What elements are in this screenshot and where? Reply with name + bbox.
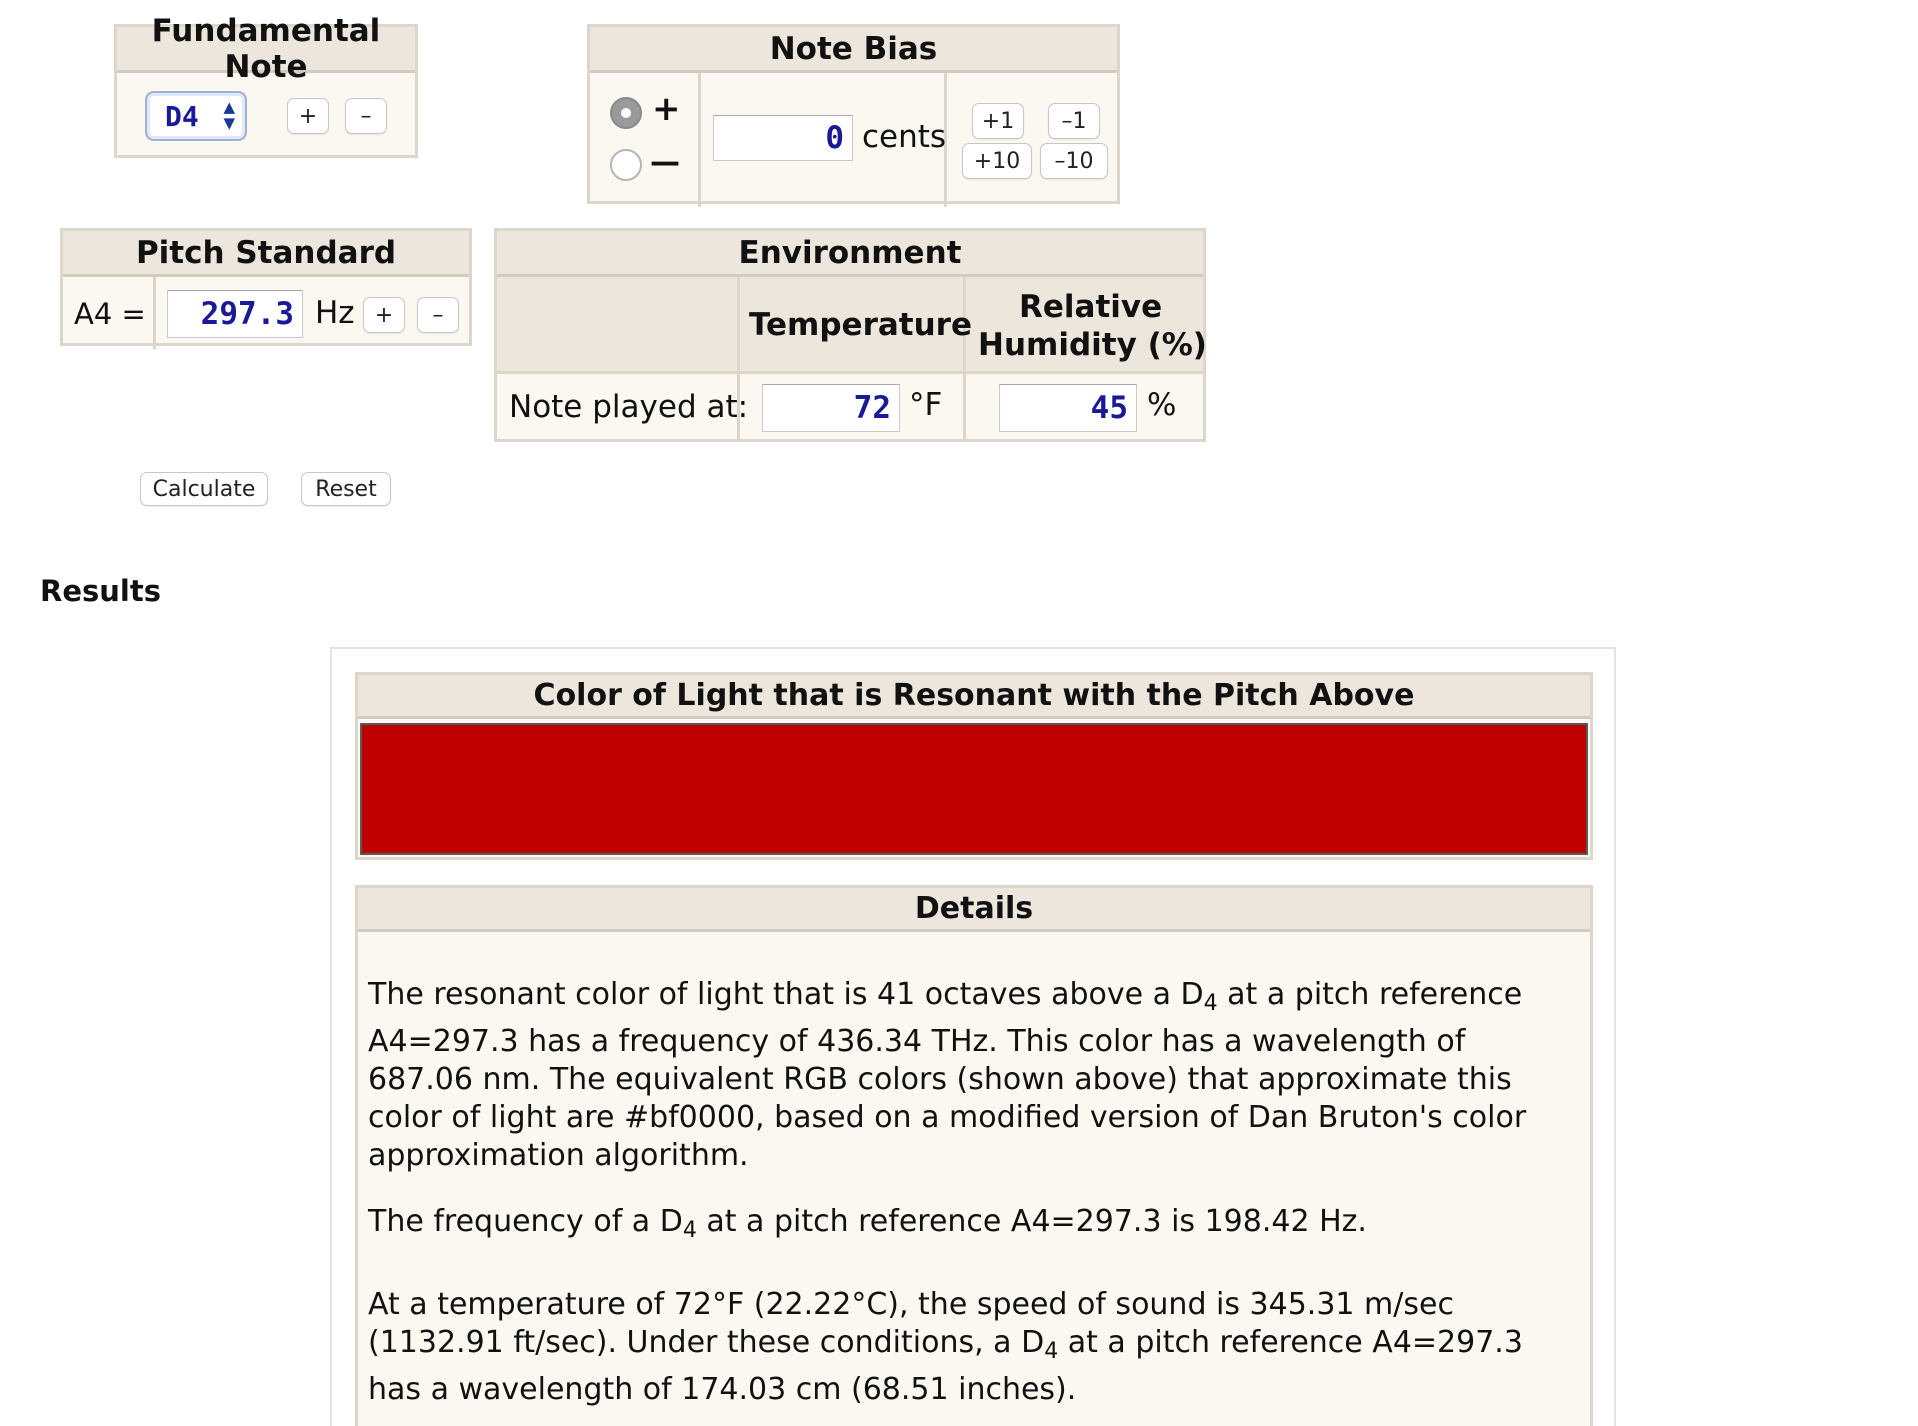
fundamental-note-panel: [114, 12, 418, 158]
bias-minus10-button[interactable]: –10: [1040, 143, 1108, 179]
results-heading: Results: [40, 574, 161, 608]
calculate-button[interactable]: Calculate: [140, 472, 268, 506]
note-played-label: Note played at:: [509, 389, 749, 425]
pitch-label: A4 =: [74, 297, 146, 331]
temperature-input[interactable]: 72: [762, 384, 900, 432]
details-text: [368, 976, 1568, 1409]
pitch-decrement-button[interactable]: –: [417, 297, 459, 333]
pitch-increment-button[interactable]: +: [363, 297, 405, 333]
environment-panel: [494, 228, 1206, 442]
humidity-header-line2: Humidity (%): [978, 327, 1207, 363]
details-panel: [355, 885, 1593, 1426]
bias-plus-label: +: [652, 89, 681, 129]
divider: [497, 371, 1203, 374]
humidity-input[interactable]: 45: [999, 384, 1137, 432]
chevron-updown-icon: ▲ ▼: [223, 98, 235, 132]
bias-minus1-button[interactable]: –1: [1048, 103, 1100, 139]
pitch-standard-title: Pitch Standard: [63, 231, 469, 277]
bias-plus1-button[interactable]: +1: [972, 103, 1024, 139]
humidity-unit-label: %: [1147, 387, 1177, 423]
note-bias-title: Note Bias: [590, 27, 1117, 73]
note-increment-button[interactable]: +: [287, 98, 329, 134]
bias-plus10-button[interactable]: +10: [962, 143, 1032, 179]
humidity-header-line1: Relative: [1019, 289, 1163, 325]
temperature-header: Temperature: [749, 307, 972, 343]
details-paragraph-frequency: The frequency of a $D_4$ at a pitch reference A4=297.3 is 198.42 Hz.: [368, 1204, 1367, 1243]
fundamental-note-title: Fundamental Note: [117, 27, 415, 73]
details-title: Details: [358, 888, 1590, 932]
environment-title: Environment: [497, 231, 1203, 277]
temperature-unit-label: °F: [909, 387, 943, 423]
pitch-input[interactable]: 297.3: [167, 290, 303, 338]
color-swatch: [360, 723, 1588, 855]
note-select[interactable]: [145, 91, 247, 141]
note-bias-panel: [587, 24, 1120, 204]
bias-plus-radio[interactable]: [610, 97, 642, 129]
color-panel: [355, 672, 1593, 860]
note-select-value: D4: [165, 100, 199, 133]
bias-minus-radio[interactable]: [610, 149, 642, 181]
note-decrement-button[interactable]: –: [345, 98, 387, 134]
divider: [963, 277, 966, 439]
details-paragraph-color: The resonant color of light that is 41 octaves above a $D_4$ at a pitch reference A4=297.3 has a frequency of 436.34 THz. This color has a wavelength of 687.06 nm. The equivalent RGB colors (shown above) that approximate this color of light are #bf0000, based on a modified version of Dan Bruton's color approximation algorithm.: [368, 977, 1527, 1173]
reset-button[interactable]: Reset: [301, 472, 391, 506]
bias-minus-label: —: [650, 145, 680, 180]
cents-input[interactable]: 0: [713, 115, 853, 161]
divider: [698, 73, 701, 207]
pitch-standard-panel: [60, 228, 472, 346]
color-panel-title: Color of Light that is Resonant with the Pitch Above: [358, 675, 1590, 719]
pitch-unit-label: Hz: [315, 295, 355, 331]
cents-unit-label: cents: [862, 119, 947, 155]
divider: [153, 277, 156, 349]
details-paragraph-wavelength: At a temperature of 72°F (22.22°C), the speed of sound is 345.31 m/sec (1132.91 ft/sec). Under these conditions, a $D_4$ at a pitch reference A4=297.3 has a wavelength of 174.03 cm (68.51 inches).: [368, 1287, 1523, 1407]
